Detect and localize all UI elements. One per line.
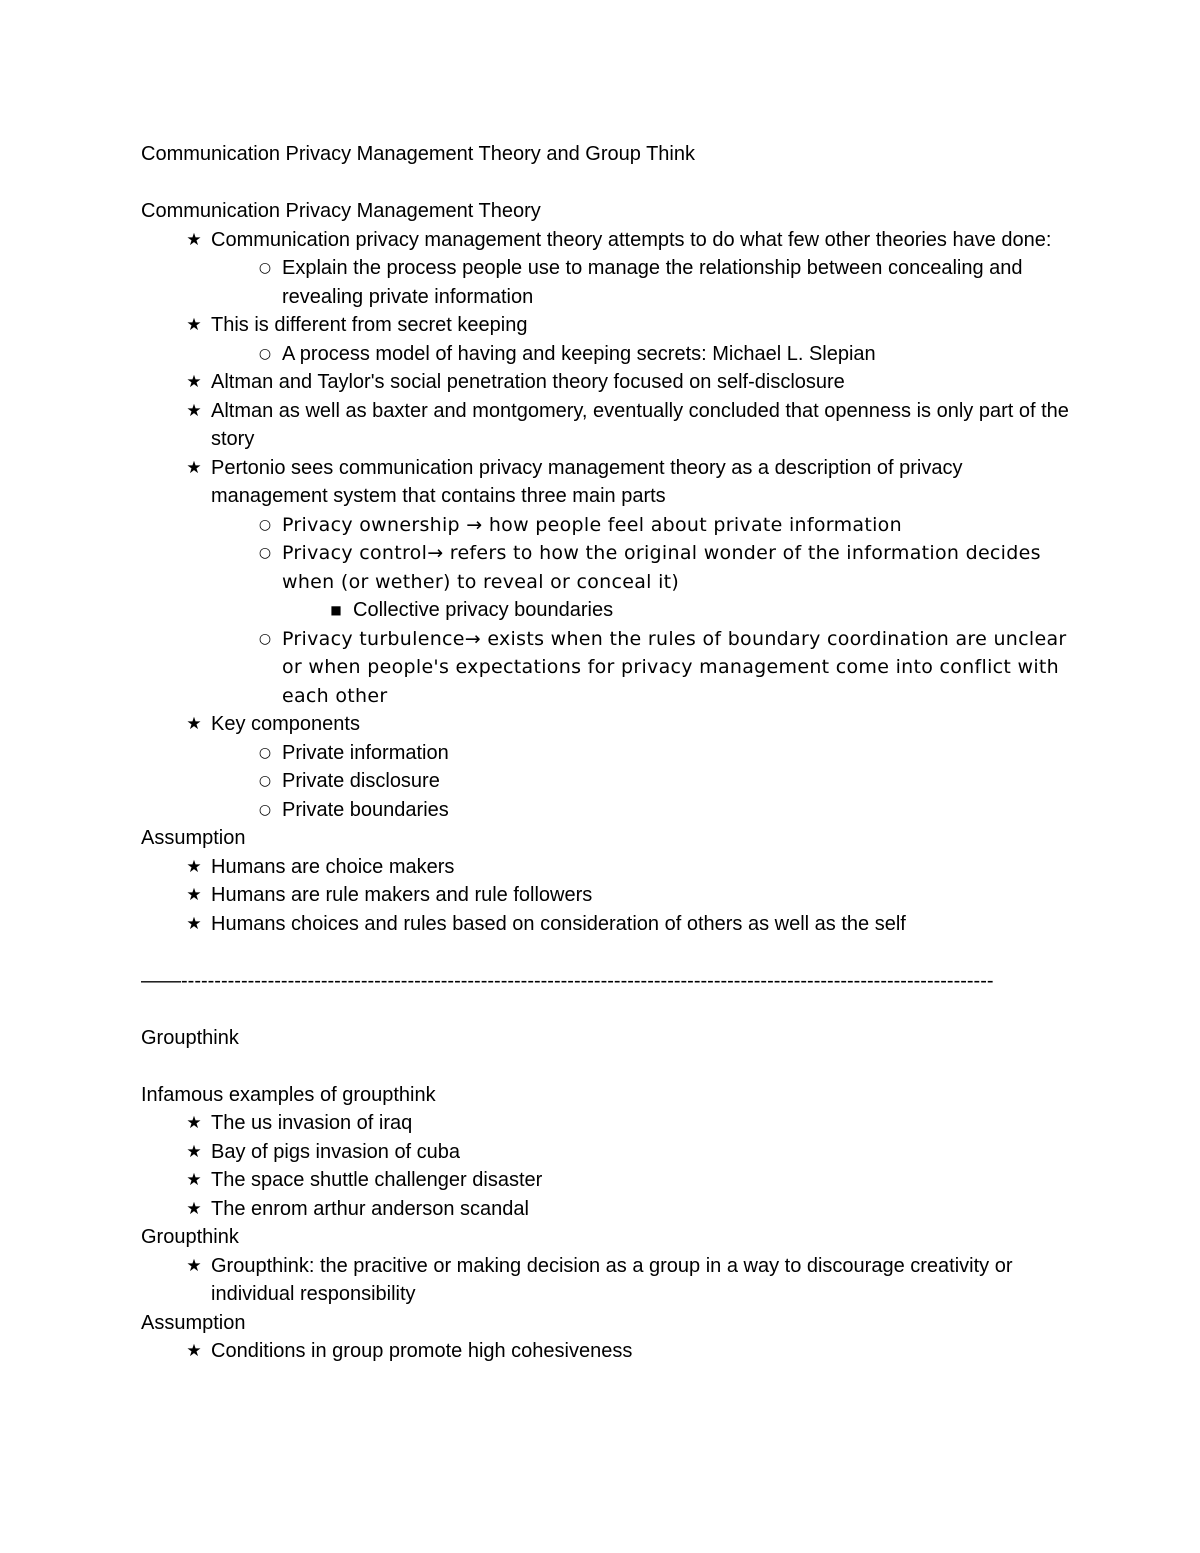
circle-bullet-icon: ○ [258,773,272,789]
list-item [141,397,1071,454]
section-heading-assumption: Assumption [141,827,246,849]
list-item-text: Privacy turbulence→ exists when the rules of boundary coordination are unclear or when people's expectations for privacy management come into conflict with each other [282,627,1067,707]
list-item [141,511,1071,540]
star-bullet-icon: ★ [186,856,202,877]
assumption-bullet-list [141,853,1071,939]
gt-assumption-bullet-list [141,1337,1071,1366]
star-bullet-icon: ★ [186,885,202,905]
section-heading-groupthink: Groupthink [141,1026,239,1049]
star-bullet-icon: ★ [186,1113,202,1133]
list-item [141,910,1071,939]
subheading-groupthink-definition: Groupthink [141,1226,239,1248]
star-bullet-icon: ★ [186,400,202,421]
star-bullet-icon: ★ [186,229,202,250]
list-item [141,881,1071,910]
list-item [141,226,1071,255]
star-bullet-icon: ★ [186,1255,202,1276]
list-item-text: The space shuttle challenger disaster [211,1169,543,1191]
list-item-text: Explain the process people use to manage the relationship between concealing and revealing private information [282,257,1023,308]
list-item [141,710,1071,739]
list-item-text: Altman as well as baxter and montgomery, eventually concluded that openness is only part of the story [211,399,1069,450]
list-item [141,254,1071,311]
list-item [141,539,1071,596]
list-item-text: Altman and Taylor's social penetration theory focused on self-disclosure [211,371,845,393]
circle-bullet-icon: ○ [258,630,272,647]
list-item [141,340,1071,369]
dashed-divider: ——-------------------------------------------------------------------------------------------------------------------------- [141,969,994,992]
star-bullet-icon: ★ [186,1341,202,1361]
star-bullet-icon: ★ [186,457,202,478]
list-item [141,796,1071,825]
star-bullet-icon: ★ [186,714,202,734]
document-body [141,140,1071,1366]
list-item [141,767,1071,796]
list-item [141,1195,1071,1224]
spacer [141,938,1071,967]
star-bullet-icon: ★ [186,315,202,335]
list-item-text: Pertonio sees communication privacy management theory as a description of privacy management system that contains three main parts [211,456,963,507]
subheading-examples: Infamous examples of groupthink [141,1083,436,1106]
star-bullet-icon: ★ [186,913,202,934]
circle-bullet-icon: ○ [258,545,272,561]
circle-bullet-icon: ○ [258,801,272,818]
examples-bullet-list [141,1109,1071,1223]
list-item [141,1337,1071,1366]
circle-bullet-icon: ○ [258,345,272,362]
list-item-text: The enrom arthur anderson scandal [211,1197,529,1220]
list-item [141,625,1071,711]
list-item-text: Communication privacy management theory attempts to do what few other theories have done: [211,228,1052,251]
list-item-text: Bay of pigs invasion of cuba [211,1140,461,1163]
list-item [141,368,1071,397]
square-bullet-icon: ■ [330,603,342,617]
list-item [141,311,1071,340]
section-heading-cpm: Communication Privacy Management Theory [141,200,541,222]
list-item-text: This is different from secret keeping [211,314,528,336]
definition-bullet-list [141,1252,1071,1309]
spacer [141,1052,1071,1081]
list-item-text: A process model of having and keeping secrets: Michael L. Slepian [282,342,876,365]
star-bullet-icon: ★ [186,1170,202,1190]
circle-bullet-icon: ○ [258,744,272,761]
list-item-text: Collective privacy boundaries [353,599,614,621]
list-item-text: Private boundaries [282,798,449,821]
star-bullet-icon: ★ [186,372,202,392]
circle-bullet-icon: ○ [258,516,272,533]
list-item-text: Privacy control→ refers to how the original wonder of the information decides when (or wether) to reveal or conceal it) [282,542,1041,593]
circle-bullet-icon: ○ [258,260,272,276]
subheading-groupthink-assumption: Assumption [141,1311,246,1334]
list-item-text: Privacy ownership → how people feel about private information [282,513,902,536]
document-title: Communication Privacy Management Theory and Group Think [141,143,695,165]
list-item-text: Private disclosure [282,770,440,792]
spacer [141,995,1071,1024]
list-item-text: Humans are rule makers and rule followers [211,884,593,906]
list-item [141,739,1071,768]
list-item-text: Key components [211,713,360,735]
list-item-text: Groupthink: the pracitive or making decision as a group in a way to discourage creativity or individual responsibility [211,1254,1013,1305]
list-item [141,853,1071,882]
star-bullet-icon: ★ [186,1198,202,1219]
list-item-text: Humans choices and rules based on consideration of others as well as the self [211,912,906,935]
cpm-bullet-list [141,226,1071,825]
list-item-text: The us invasion of iraq [211,1112,413,1134]
star-bullet-icon: ★ [186,1141,202,1162]
spacer [141,169,1071,198]
list-item [141,1166,1071,1195]
list-item [141,1252,1071,1309]
list-item-text: Humans are choice makers [211,855,455,878]
list-item [141,1138,1071,1167]
list-item [141,454,1071,511]
list-item [141,596,1071,625]
list-item [141,1109,1071,1138]
list-item-text: Conditions in group promote high cohesiveness [211,1340,633,1362]
list-item-text: Private information [282,741,449,764]
